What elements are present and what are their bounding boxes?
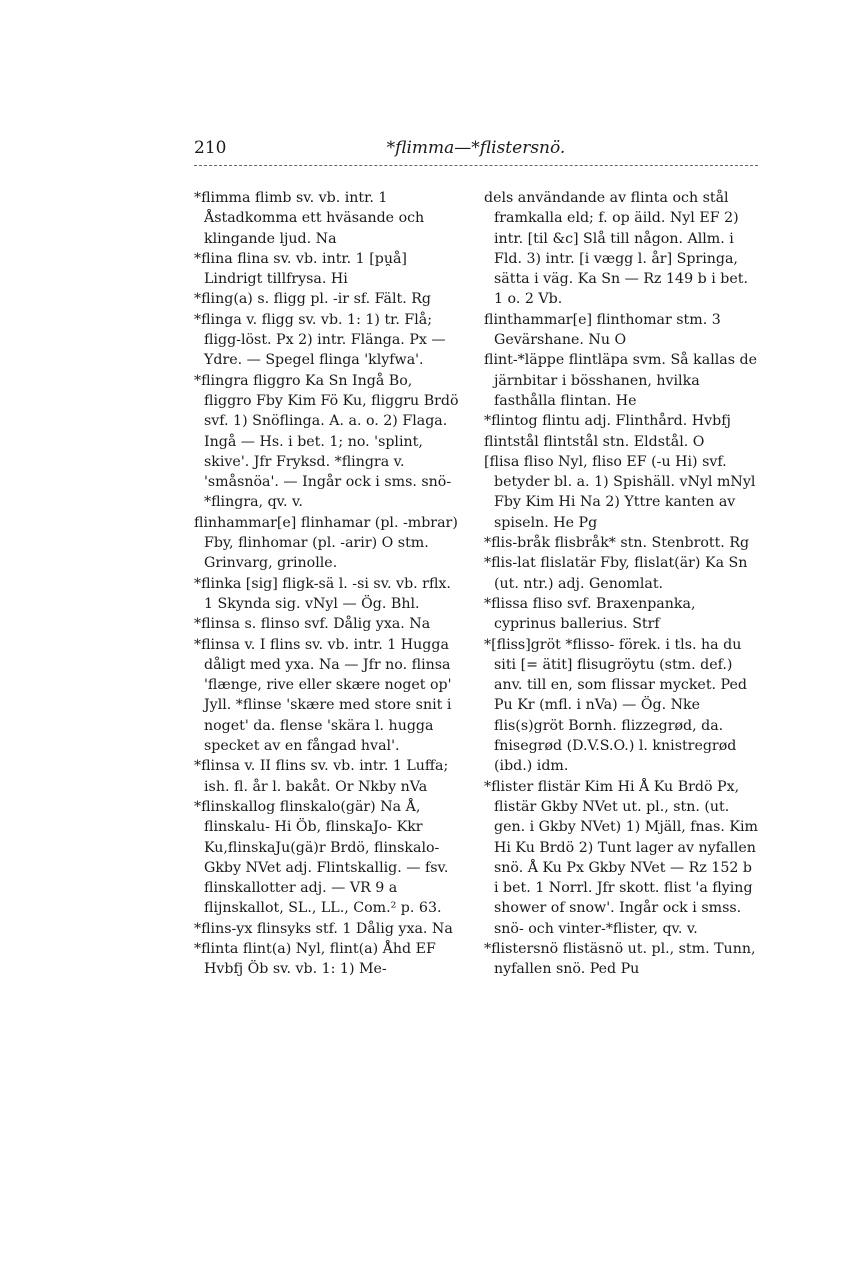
dictionary-entry: dels användande av flinta och stål framkalla eld; f. op äild. Nyl EF 2) intr. [til &c] Slå till någon. Allm. i Fld. 3) intr. [i vægg l. år] Springa, sätta i väg. Ka Sn — Rz 149 b i bet. 1 o. 2 Vb. [484, 190, 748, 308]
page-number: 210 [194, 138, 227, 158]
running-head: *flimma—*flistersnö. [386, 138, 566, 158]
dictionary-entry: *fling(a) s. fligg pl. -ir sf. Fält. Rg [194, 291, 431, 308]
dictionary-entry: [flisa fliso Nyl, fliso EF (-u Hi) svf. betyder bl. a. 1) Spishäll. vNyl mNyl Fby Kim Hi Na 2) Yttre kanten av spiseln. He Pg [484, 453, 756, 531]
dictionary-entry: *flinsa s. flinso svf. Dålig yxa. Na [194, 616, 431, 633]
dictionary-entry: flintstål flintstål stn. Eldstål. O [484, 433, 705, 450]
dictionary-entry: *flis-bråk flisbråk* stn. Stenbrott. Rg [484, 535, 750, 552]
dictionary-entry: *flinga v. fligg sv. vb. 1: 1) tr. Flå; fligg-löst. Px 2) intr. Flänga. Px — Ydre. — Spegel flinga 'klyfwa'. [194, 311, 446, 369]
dictionary-entry: *flinka [sig] fligk-sä l. -si sv. vb. rflx. 1 Skynda sig. vNyl — Ög. Bhl. [194, 575, 451, 612]
dictionary-entry: flint-*läppe flintläpa svm. Så kallas de järnbitar i bösshanen, hvilka fasthålla flintan. He [484, 352, 757, 409]
page-header [194, 138, 758, 168]
dictionary-entry: flinhammar[e] flinhamar (pl. -mbrar) Fby, flinhomar (pl. -arir) O stm. Grinvarg, grinolle. [194, 514, 458, 572]
right-column [484, 188, 760, 980]
left-column [194, 188, 462, 980]
dictionary-entry: *flister flistär Kim Hi Å Ku Brdö Px, flistär Gkby NVet ut. pl., stn. (ut. gen. i Gkby NVet) 1) Mjäll, fnas. Kim Hi Ku Brdö 2) Tunt lager av nyfallen snö. Å Ku Px Gkby NVet — Rz 152 b i bet. 1 Norrl. Jfr skott. flist 'a flying shower of snow'. Ingår ock i smss. snö- och vinter-*flister, qv. v. [484, 778, 759, 937]
dictionary-entry: *flinskallog flinskalo(gär) Na Å, flinskalu- Hi Öb, flinskaJo- Kkr Ku,flinskaJu(gä)r Brdö, flinskalo-Gkby NVet adj. Flintskallig. — fsv. flinskallotter adj. — VR 9 a flijnskallot, SL., LL., Com.² p. 63. [194, 798, 449, 917]
dictionary-entry: *flina flina sv. vb. intr. 1 [pu̯å] Lindrigt tillfrysa. Hi [194, 250, 407, 288]
header-rule [194, 165, 758, 166]
dictionary-entry: *flinsa v. I flins sv. vb. intr. 1 Hugga dåligt med yxa. Na — Jfr no. flinsa 'flænge, rive eller skære noget op' Jyll. *flinse 'skære med store snit i noget' da. flense 'skära l. hugga specket av en fångad hval'. [194, 636, 452, 755]
dictionary-entry: *flins-yx flinsyks stf. 1 Dålig yxa. Na [194, 920, 453, 937]
dictionary-entry: *flis-lat flislatär Fby, flislat(är) Ka Sn (ut. ntr.) adj. Genomlat. [484, 555, 748, 592]
dictionary-entry: *flingra fliggro Ka Sn Ingå Bo, fliggro Fby Kim Fö Ku, fliggru Brdö svf. 1) Snöflinga. A. a. o. 2) Flaga. Ingå — Hs. i bet. 1; no. 'splint, skive'. Jfr Fryksd. *flingra v. 'småsnöa'. — Ingår ock i sms. snö-*flingra, qv. v. [194, 372, 459, 511]
dictionary-entry: *flinsa v. II flins sv. vb. intr. 1 Luffa; ish. fl. år l. bakåt. Or Nkby nVa [194, 758, 449, 795]
dictionary-entry: *flissa fliso svf. Braxenpanka, cyprinus ballerius. Strf [484, 595, 696, 633]
dictionary-entry: *flinta flint(a) Nyl, flint(a) Åhd EF Hvbfj Öb sv. vb. 1: 1) Me- [194, 940, 436, 978]
dictionary-entry: *flistersnö flistäsnö ut. pl., stm. Tunn, nyfallen snö. Ped Pu [484, 940, 756, 978]
dictionary-entry: *flintog flintu adj. Flinthård. Hvbfj [484, 413, 731, 430]
dictionary-entry: *flimma flimb sv. vb. intr. 1 Åstadkomma ett hväsande och klingande ljud. Na [194, 190, 425, 247]
dictionary-entry: *[fliss]gröt *flisso- förek. i tls. ha du siti [= ätit] flisugröytu (stm. def.) anv. till en, som flissar mycket. Ped Pu Kr (mfl. i nVa) — Ög. Nke flis(s)gröt Bornh. flizzegrød, da. fnisegrød (D.V.S.O.) l. knistregrød (ibd.) idm. [484, 636, 747, 775]
dictionary-entry: flinthammar[e] flinthomar stm. 3 Gevärshane. Nu O [484, 311, 721, 349]
